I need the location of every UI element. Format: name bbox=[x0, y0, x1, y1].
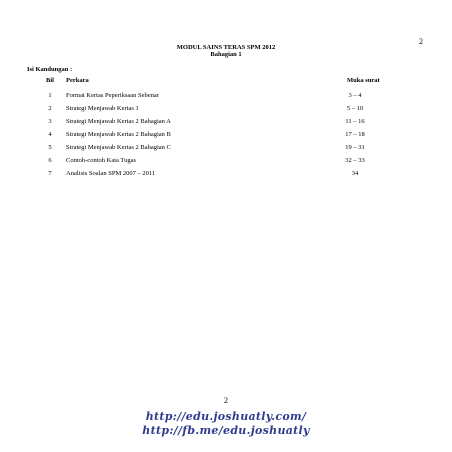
toc-row-perkara: Analisis Soalan SPM 2007 – 2011 bbox=[66, 170, 156, 177]
footer-link-edu[interactable]: http://edu.joshuatly.com/ bbox=[145, 410, 307, 423]
toc-row-page: 3 – 4 bbox=[348, 92, 362, 99]
toc-row-bil: 6 bbox=[48, 157, 52, 164]
toc-row bbox=[0, 105, 452, 118]
toc-row-bil: 7 bbox=[48, 170, 52, 177]
toc-header-row bbox=[0, 77, 452, 92]
toc-row-page: 5 – 10 bbox=[346, 105, 364, 112]
header-perkara: Perkara bbox=[66, 77, 89, 84]
page-number-top: 2 bbox=[419, 37, 423, 46]
toc-row bbox=[0, 157, 452, 170]
toc-row-page: 34 bbox=[351, 170, 359, 177]
toc-row-page: 17 – 18 bbox=[345, 131, 365, 138]
toc-table bbox=[0, 77, 452, 183]
toc-row bbox=[0, 118, 452, 131]
toc-row bbox=[0, 92, 452, 105]
toc-row bbox=[0, 131, 452, 144]
page-number-bottom: 2 bbox=[224, 396, 228, 405]
header-muka-surat: Muka surat bbox=[347, 77, 380, 84]
header-bil: Bil bbox=[46, 77, 54, 84]
toc-rows bbox=[0, 92, 452, 183]
document-subtitle: Bahagian 1 bbox=[210, 51, 242, 58]
document-title: MODUL SAINS TERAS SPM 2012 bbox=[176, 44, 276, 51]
toc-row-page: 11 – 16 bbox=[345, 118, 365, 125]
toc-row-bil: 2 bbox=[48, 105, 52, 112]
toc-row-perkara: Strategi Menjawab Kertas 2 Bahagian A bbox=[66, 118, 171, 125]
toc-row-perkara: Contoh-contoh Kata Tugas bbox=[66, 157, 137, 164]
toc-row-bil: 1 bbox=[48, 92, 52, 99]
toc-row bbox=[0, 144, 452, 157]
toc-row-bil: 3 bbox=[48, 118, 52, 125]
toc-row-perkara: Strategi Menjawab Kertas 2 Bahagian B bbox=[66, 131, 171, 138]
toc-row-bil: 4 bbox=[48, 131, 52, 138]
toc-row-perkara: Strategi Menjawab Kertas 2 Bahagian C bbox=[66, 144, 171, 151]
toc-row-page: 19 – 31 bbox=[345, 144, 365, 151]
toc-row-page: 32 – 33 bbox=[345, 157, 365, 164]
toc-row-perkara: Format Kertas Peperiksaan Sebenar bbox=[66, 92, 159, 99]
toc-row-perkara: Strategi Menjawab Kertas 1 bbox=[66, 105, 139, 112]
toc-row-bil: 5 bbox=[48, 144, 52, 151]
toc-heading: Isi Kandungan : bbox=[27, 66, 73, 73]
toc-row bbox=[0, 170, 452, 183]
footer-link-fb[interactable]: http://fb.me/edu.joshuatly bbox=[142, 424, 310, 437]
